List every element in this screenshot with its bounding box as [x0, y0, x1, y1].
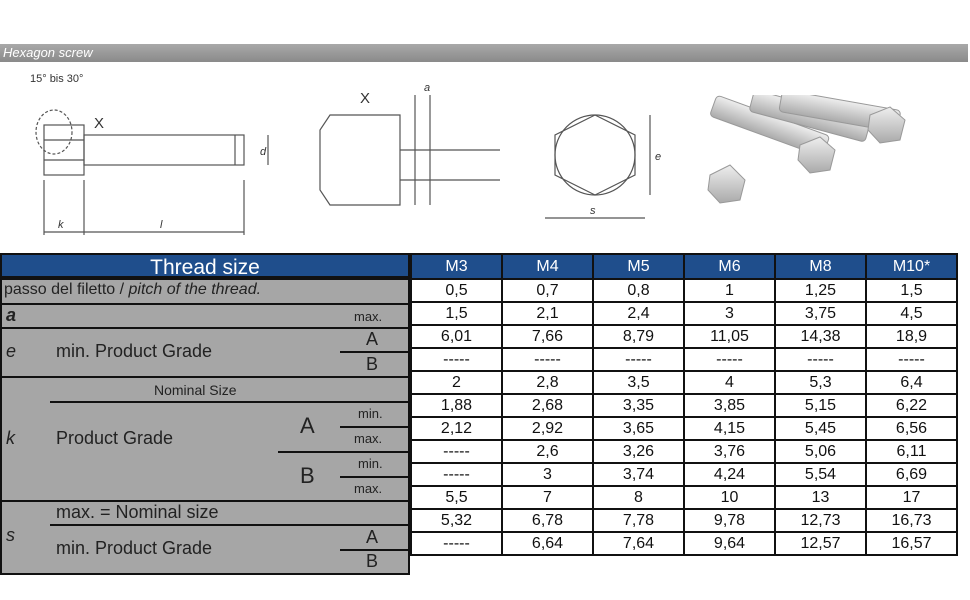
table-cell: 12,57 — [775, 532, 866, 555]
table-cell: 16,73 — [866, 509, 957, 532]
row-labels-panel — [0, 253, 410, 575]
table-cell: 7 — [502, 486, 593, 509]
table-cell: 0,7 — [502, 279, 593, 302]
dimensions-table — [410, 253, 958, 556]
table-cell: 2,8 — [502, 371, 593, 394]
table-cell: 18,9 — [866, 325, 957, 348]
table-cell: 1 — [684, 279, 775, 302]
table-cell: 5,15 — [775, 394, 866, 417]
label-k-b-max: max. — [354, 481, 383, 496]
table-cell: ----- — [866, 348, 957, 371]
label-s: s — [6, 525, 15, 545]
table-cell: 7,78 — [593, 509, 684, 532]
table-cell: 1,88 — [411, 394, 502, 417]
table-cell: 3 — [684, 302, 775, 325]
table-cell: 2,4 — [593, 302, 684, 325]
table-cell: 3,26 — [593, 440, 684, 463]
table-row — [411, 486, 957, 509]
table-cell: ----- — [684, 348, 775, 371]
table-cell: 6,4 — [866, 371, 957, 394]
table-cell: 5,5 — [411, 486, 502, 509]
hex-head-drawing — [530, 110, 670, 230]
table-cell: 3,85 — [684, 394, 775, 417]
table-cell: 3,74 — [593, 463, 684, 486]
table-cell: 4,24 — [684, 463, 775, 486]
label-s-min-grade: min. Product Grade — [56, 538, 213, 558]
detail-x-drawing — [300, 75, 510, 225]
detail-label-2: X — [360, 90, 371, 107]
label-e: e — [6, 341, 17, 361]
table-cell: 1,5 — [411, 302, 502, 325]
angle-label: 15° bis 30° — [30, 73, 84, 85]
table-cell: 2,1 — [502, 302, 593, 325]
table-cell: ----- — [593, 348, 684, 371]
size-header-row — [411, 254, 957, 279]
table-cell: 3,65 — [593, 417, 684, 440]
table-cell: 16,57 — [866, 532, 957, 555]
dim-a: a — [424, 82, 431, 94]
table-cell: 3,5 — [593, 371, 684, 394]
table-cell: 6,11 — [866, 440, 957, 463]
table-cell: 8 — [593, 486, 684, 509]
table-cell: 5,45 — [775, 417, 866, 440]
table-cell: 2 — [411, 371, 502, 394]
label-k-a-max: max. — [354, 431, 383, 446]
table-cell: 6,78 — [502, 509, 593, 532]
label-k-a-min: min. — [358, 406, 383, 421]
table-cell: 6,56 — [866, 417, 957, 440]
dim-k: k — [58, 219, 64, 231]
size-header: M4 — [502, 254, 593, 279]
table-cell: 5,54 — [775, 463, 866, 486]
table-row — [411, 394, 957, 417]
label-a-max: max. — [354, 309, 383, 324]
table-cell: 0,5 — [411, 279, 502, 302]
size-header: M3 — [411, 254, 502, 279]
label-k-b: B — [300, 463, 315, 488]
label-e-min-grade: min. Product Grade — [56, 341, 213, 361]
thread-size-header: Thread size — [0, 253, 410, 278]
table-cell: 6,22 — [866, 394, 957, 417]
pitch-label-en: pitch of the thread. — [128, 281, 262, 298]
table-cell: 4,15 — [684, 417, 775, 440]
pitch-label-it: passo del filetto / — [4, 281, 129, 298]
table-cell: 3,75 — [775, 302, 866, 325]
table-cell: 12,73 — [775, 509, 866, 532]
table-cell: 6,64 — [502, 532, 593, 555]
table-cell: 3,76 — [684, 440, 775, 463]
table-row — [411, 325, 957, 348]
label-k: k — [6, 428, 15, 448]
screws-photo — [700, 95, 920, 215]
table-row — [411, 279, 957, 302]
label-k-b-min: min. — [358, 456, 383, 471]
table-row — [411, 532, 957, 555]
label-s-a: A — [366, 527, 379, 547]
table-cell: 11,05 — [684, 325, 775, 348]
table-cell: ----- — [775, 348, 866, 371]
label-k-nominal: Nominal Size — [154, 382, 237, 398]
table-cell: 9,78 — [684, 509, 775, 532]
table-cell: 10 — [684, 486, 775, 509]
table-cell: 4,5 — [866, 302, 957, 325]
table-row — [411, 302, 957, 325]
table-cell: ----- — [411, 463, 502, 486]
table-cell: 5,32 — [411, 509, 502, 532]
table-row — [411, 417, 957, 440]
table-cell: 2,68 — [502, 394, 593, 417]
table-row — [411, 509, 957, 532]
label-a: a — [6, 305, 17, 325]
label-k-product-grade: Product Grade — [56, 428, 174, 448]
table-cell: 6,69 — [866, 463, 957, 486]
table-cell: 2,12 — [411, 417, 502, 440]
table-cell: 7,66 — [502, 325, 593, 348]
table-cell: 1,5 — [866, 279, 957, 302]
detail-label: X — [94, 115, 105, 132]
table-cell: 6,01 — [411, 325, 502, 348]
table-cell: 1,25 — [775, 279, 866, 302]
table-cell: 7,64 — [593, 532, 684, 555]
table-cell: 4 — [684, 371, 775, 394]
label-e-a: A — [366, 329, 379, 349]
table-cell: ----- — [411, 348, 502, 371]
table-row — [411, 371, 957, 394]
table-cell: 3,35 — [593, 394, 684, 417]
table-cell: 13 — [775, 486, 866, 509]
size-header: M5 — [593, 254, 684, 279]
table-row — [411, 463, 957, 486]
table-cell: 8,79 — [593, 325, 684, 348]
size-header: M6 — [684, 254, 775, 279]
table-cell: 5,3 — [775, 371, 866, 394]
dim-e: e — [655, 151, 662, 163]
table-cell: ----- — [411, 532, 502, 555]
dim-l: l — [160, 219, 163, 231]
table-cell: 2,92 — [502, 417, 593, 440]
table-cell: 2,6 — [502, 440, 593, 463]
table-cell: 5,06 — [775, 440, 866, 463]
size-header: M8 — [775, 254, 866, 279]
label-s-max-nominal: max. = Nominal size — [56, 502, 219, 522]
table-cell: 14,38 — [775, 325, 866, 348]
table-row — [411, 348, 957, 371]
table-cell: 0,8 — [593, 279, 684, 302]
table-cell: 3 — [502, 463, 593, 486]
size-header: M10* — [866, 254, 957, 279]
table-cell: ----- — [411, 440, 502, 463]
screw-side-drawing — [10, 70, 280, 240]
label-k-a: A — [300, 413, 315, 438]
label-s-b: B — [366, 551, 379, 571]
dim-d: d — [260, 146, 267, 158]
table-row — [411, 440, 957, 463]
dim-s: s — [590, 205, 596, 217]
table-cell: ----- — [502, 348, 593, 371]
table-cell: 17 — [866, 486, 957, 509]
section-title: Hexagon screw — [0, 44, 968, 62]
label-e-b: B — [366, 354, 379, 374]
table-cell: 9,64 — [684, 532, 775, 555]
